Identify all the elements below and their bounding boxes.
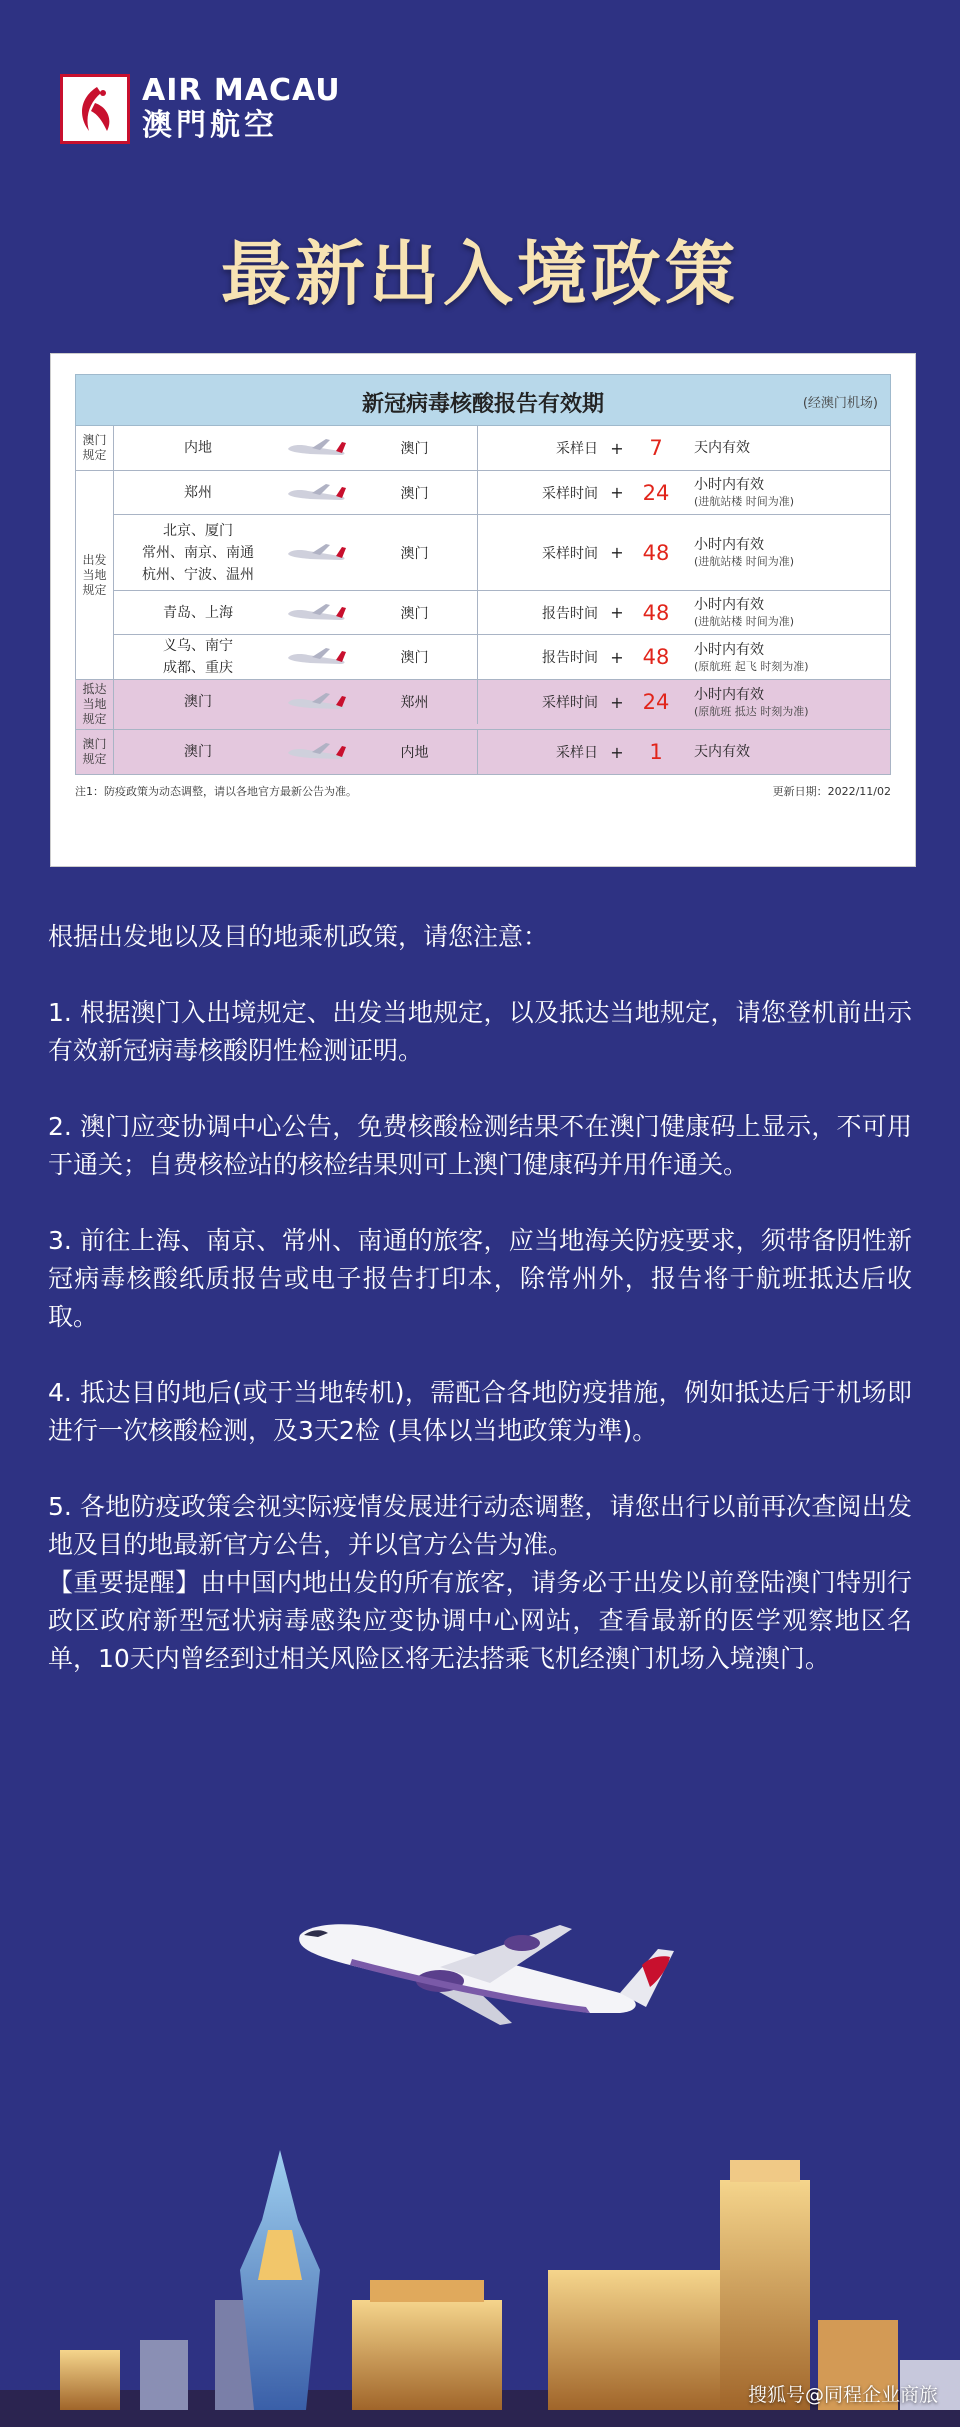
destination: 澳门	[400, 545, 429, 562]
table-group	[75, 730, 891, 775]
validity-number: 48	[642, 645, 670, 669]
validity-unit	[676, 476, 890, 509]
destination: 澳门	[400, 650, 429, 666]
plus-sign: +	[610, 692, 624, 712]
policy-item-5: 5. 各地防疫政策会视实际疫情发展进行动态调整，请您出行以前再次查阅出发地及目的地最新官方公告，并以官方公告为准。	[48, 1492, 912, 1559]
validity-number: 48	[642, 600, 670, 625]
table-group	[75, 680, 891, 730]
table-group	[75, 471, 891, 680]
validity-unit	[676, 439, 890, 457]
table-row	[114, 680, 890, 724]
group-label: 抵达当地规定	[76, 680, 114, 729]
group-label: 澳门规定	[76, 426, 114, 470]
validity-unit-text: 小时内有效	[694, 597, 764, 613]
validity-table	[75, 374, 891, 799]
plus-sign: +	[610, 603, 624, 622]
origin: 青岛、上海	[163, 604, 233, 621]
validity-number: 1	[649, 740, 663, 764]
plus-sign: +	[610, 647, 624, 667]
table-body	[75, 426, 891, 775]
validity-note: (进航站楼 时间为准)	[694, 555, 795, 568]
route-cell	[114, 471, 478, 514]
watermark: 搜狐号@同程企业商旅	[747, 2384, 938, 2406]
plane-icon	[282, 437, 352, 459]
brand-name-cn: 澳門航空	[142, 108, 278, 143]
origin: 义乌、南宁 成都、重庆	[163, 638, 233, 676]
plane-icon	[282, 741, 352, 763]
validity-cell	[478, 515, 890, 590]
validity-cell	[478, 680, 890, 724]
table-header	[75, 374, 891, 426]
route-cell	[114, 515, 478, 590]
air-macau-logo	[60, 74, 341, 144]
validity-number: 7	[649, 436, 663, 460]
validity-note: (原航班 抵达 时刻为准)	[694, 704, 809, 718]
table-group	[75, 426, 891, 471]
validity-unit-text: 天内有效	[694, 744, 750, 760]
group-label: 出发当地规定	[76, 471, 114, 679]
table-row	[114, 515, 890, 591]
table-row	[114, 471, 890, 515]
origin: 澳门	[184, 744, 212, 760]
plane-icon	[282, 602, 352, 624]
table-row	[114, 591, 890, 635]
validity-unit-text: 天内有效	[694, 440, 750, 456]
validity-cell	[478, 591, 890, 634]
validity-table-card	[50, 353, 916, 867]
page-title: 最新出入境政策	[221, 233, 739, 315]
destination: 澳门	[400, 441, 429, 457]
table-row	[114, 635, 890, 679]
destination: 郑州	[400, 695, 429, 711]
origin: 郑州	[184, 484, 212, 501]
table-title: 新冠病毒核酸报告有效期	[361, 392, 604, 417]
route-cell	[114, 635, 478, 679]
validity-unit	[676, 596, 890, 629]
validity-unit-text: 小时内有效	[694, 477, 764, 493]
validity-unit-text: 小时内有效	[694, 641, 764, 658]
validity-note: (进航站楼 时间为准)	[694, 615, 795, 628]
destination: 内地	[400, 745, 429, 761]
table-footnote: 注1：防疫政策为动态调整，请以各地官方最新公告为准。	[75, 785, 357, 798]
table-row	[114, 426, 890, 470]
plus-sign: +	[610, 742, 624, 762]
validity-note: (进航站楼 时间为准)	[694, 495, 795, 508]
validity-unit	[676, 743, 890, 761]
brand-name-en: AIR MACAU	[142, 73, 341, 108]
group-label: 澳门规定	[76, 730, 114, 774]
validity-cell	[478, 426, 890, 470]
important-reminder: 【重要提醒】由中国内地出发的所有旅客，请务必于出发以前登陆澳门特别行政区政府新型冠状病毒感染应变协调中心网站，查看最新的医学观察地区名单，10天内曾经到过相关风险区将无法搭乘飞机经澳门机场入境澳门。	[48, 1568, 912, 1673]
validity-basis: 报告时间	[542, 650, 598, 666]
validity-unit	[676, 641, 890, 674]
policy-intro: 根据出发地以及目的地乘机政策，请您注意：	[48, 922, 549, 951]
policy-item-4: 4. 抵达目的地后(或于当地转机)，需配合各地防疫措施，例如抵达后于机场即进行一次核酸检测，及3天2检 (具体以当地政策为準)。	[48, 1378, 912, 1445]
plus-sign: +	[610, 483, 624, 502]
validity-unit	[676, 686, 890, 719]
route-cell	[114, 680, 478, 724]
plus-sign: +	[610, 543, 624, 562]
validity-unit-text: 小时内有效	[694, 537, 764, 553]
plane-icon	[282, 646, 352, 668]
validity-basis: 采样时间	[542, 485, 598, 502]
origin: 北京、厦门 常州、南京、南通 杭州、宁波、温州	[142, 522, 254, 583]
validity-basis: 报告时间	[542, 605, 598, 622]
validity-basis: 采样时间	[542, 695, 598, 711]
validity-unit	[676, 536, 890, 569]
route-cell	[114, 426, 478, 470]
table-subtitle: (经澳门机场)	[802, 396, 878, 411]
route-cell	[114, 730, 478, 774]
validity-cell	[478, 730, 890, 774]
table-updated-date: 更新日期：2022/11/02	[772, 785, 891, 798]
validity-basis: 采样日	[556, 745, 598, 761]
origin: 内地	[184, 440, 212, 456]
validity-number: 24	[642, 480, 670, 505]
validity-cell	[478, 635, 890, 679]
table-footer	[75, 783, 891, 799]
validity-cell	[478, 471, 890, 514]
validity-basis: 采样时间	[542, 545, 598, 562]
plane-icon	[282, 691, 352, 713]
validity-note: (原航班 起飞 时刻为准)	[694, 659, 809, 673]
validity-unit-text: 小时内有效	[694, 686, 764, 703]
policy-item-2: 2. 澳门应变协调中心公告，免费核酸检测结果不在澳门健康码上显示，不可用于通关；自费核检站的核检结果则可上澳门健康码并用作通关。	[48, 1112, 912, 1179]
destination: 澳门	[400, 605, 429, 622]
table-row	[114, 730, 890, 774]
lotus-logo-icon	[60, 74, 130, 144]
airplane-illustration	[290, 1895, 690, 2049]
validity-basis: 采样日	[556, 441, 598, 457]
policy-item-1: 1. 根据澳门入出境规定、出发当地规定，以及抵达当地规定，请您登机前出示有效新冠病毒核酸阴性检测证明。	[48, 998, 912, 1065]
validity-number: 24	[642, 690, 670, 714]
plane-icon	[282, 482, 352, 504]
destination: 澳门	[400, 485, 429, 502]
validity-number: 48	[642, 540, 670, 565]
origin: 澳门	[184, 694, 212, 710]
plane-icon	[282, 542, 352, 564]
policy-notes	[48, 918, 912, 1678]
route-cell	[114, 591, 478, 634]
policy-item-3: 3. 前往上海、南京、常州、南通的旅客，应当地海关防疫要求，须带备阴性新冠病毒核酸纸质报告或电子报告打印本，除常州外，报告将于航班抵达后收取。	[48, 1226, 912, 1331]
plus-sign: +	[610, 438, 624, 458]
